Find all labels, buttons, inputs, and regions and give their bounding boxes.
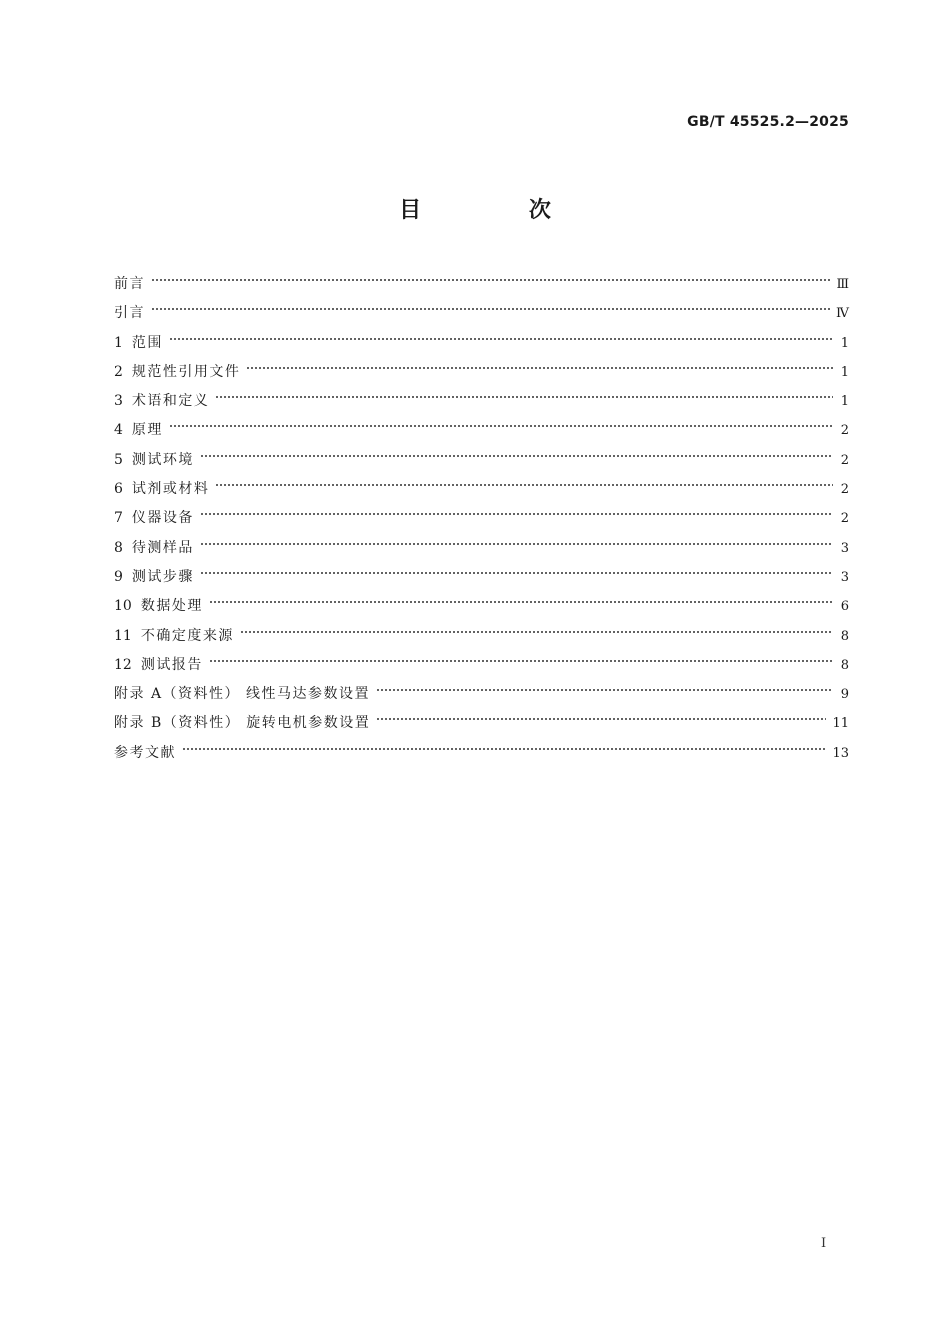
toc-entry-page: 6 [840,599,849,615]
toc-entry-label: 规范性引用文件 [131,363,241,380]
toc-entry-label: 原理 [131,422,163,439]
toc-entry-label: 术语和定义 [131,393,210,410]
toc-leader-dots [200,449,833,463]
toc-entry-annex-a[interactable] [114,683,849,712]
toc-entry-annex-b[interactable] [114,712,849,741]
toc-leader-dots [200,566,833,580]
toc-entry-label: 测试环境 [131,451,194,468]
toc-entry-number: 2 [114,363,123,380]
toc-entry-test-samples[interactable] [114,537,849,566]
toc-entry-page: 8 [840,657,849,673]
toc-entry-terms-definitions[interactable] [114,390,849,419]
toc-entry-bibliography[interactable] [114,742,849,771]
toc-entry-label: 不确定度来源 [140,627,234,644]
toc-entry-introduction[interactable] [114,302,849,331]
toc-leader-dots [169,419,833,433]
toc-entry-page: 1 [840,364,849,380]
toc-leader-dots [246,361,833,375]
toc-leader-dots [240,625,833,639]
toc-leader-dots [209,654,833,668]
toc-entry-page: 3 [840,569,849,585]
toc-entry-page: 1 [840,335,849,351]
toc-entry-page: 8 [840,628,849,644]
toc-entry-page: 2 [840,423,849,439]
toc-leader-dots [169,332,833,346]
toc-entry-uncertainty-sources[interactable] [114,625,849,654]
toc-entry-page: 11 [832,716,849,732]
toc-entry-apparatus[interactable] [114,507,849,536]
toc-entry-number: 6 [114,481,123,498]
toc-entry-number: 12 [114,656,132,673]
toc-entry-page: 1 [840,394,849,410]
toc-entry-scope[interactable] [114,332,849,361]
toc-leader-dots [182,742,826,756]
toc-leader-dots [376,683,833,697]
toc-entry-label: 附录 A（资料性） 线性马达参数设置 [114,686,371,703]
toc-entry-number: 3 [114,393,123,410]
toc-leader-dots [215,478,833,492]
toc-entry-page: 2 [840,482,849,498]
toc-entry-label: 测试步骤 [131,568,194,585]
standard-number: GB/T 45525.2—2025 [687,114,849,130]
toc-entry-number: 8 [114,539,123,556]
toc-entry-label: 范围 [131,334,163,351]
toc-entry-page: 13 [832,745,849,761]
toc-leader-dots [151,302,830,316]
toc-entry-number: 1 [114,334,123,351]
toc-entry-reagents-materials[interactable] [114,478,849,507]
toc-leader-dots [209,595,833,609]
toc-leader-dots [200,537,833,551]
page-number: Ⅰ [821,1236,827,1251]
toc-entry-number: 10 [114,598,132,615]
toc-leader-dots [376,712,826,726]
toc-entry-page: 2 [840,511,849,527]
toc-entry-label: 引言 [114,305,145,322]
toc-entry-test-report[interactable] [114,654,849,683]
toc-entry-normative-references[interactable] [114,361,849,390]
toc-entry-foreword[interactable] [114,273,849,302]
toc-entry-label: 数据处理 [140,598,203,615]
toc-entry-label: 待测样品 [131,539,194,556]
toc-entry-page: 2 [840,452,849,468]
toc-entry-label: 试剂或材料 [131,481,210,498]
toc-entry-label: 仪器设备 [131,510,194,527]
toc-entry-number: 11 [114,627,132,644]
toc-leader-dots [215,390,833,404]
toc-entry-number: 9 [114,568,123,585]
toc-entry-test-environment[interactable] [114,449,849,478]
toc-entry-page: Ⅳ [836,306,849,322]
toc-entry-label: 前言 [114,276,145,292]
toc-leader-dots [151,273,830,287]
toc-entry-label: 参考文献 [114,744,176,761]
toc-entry-label: 测试报告 [140,656,203,673]
toc-entry-label: 附录 B（资料性） 旋转电机参数设置 [114,715,371,732]
toc-leader-dots [200,507,833,521]
table-of-contents [114,273,849,771]
toc-entry-test-procedure[interactable] [114,566,849,595]
toc-entry-number: 5 [114,451,123,468]
toc-entry-number: 4 [114,422,123,439]
toc-entry-number: 7 [114,510,123,527]
toc-entry-page: Ⅲ [836,277,849,292]
page-title: 目 次 [399,198,601,223]
toc-entry-page: 3 [840,540,849,556]
toc-entry-principle[interactable] [114,419,849,448]
toc-entry-data-processing[interactable] [114,595,849,624]
toc-entry-page: 9 [840,687,849,703]
